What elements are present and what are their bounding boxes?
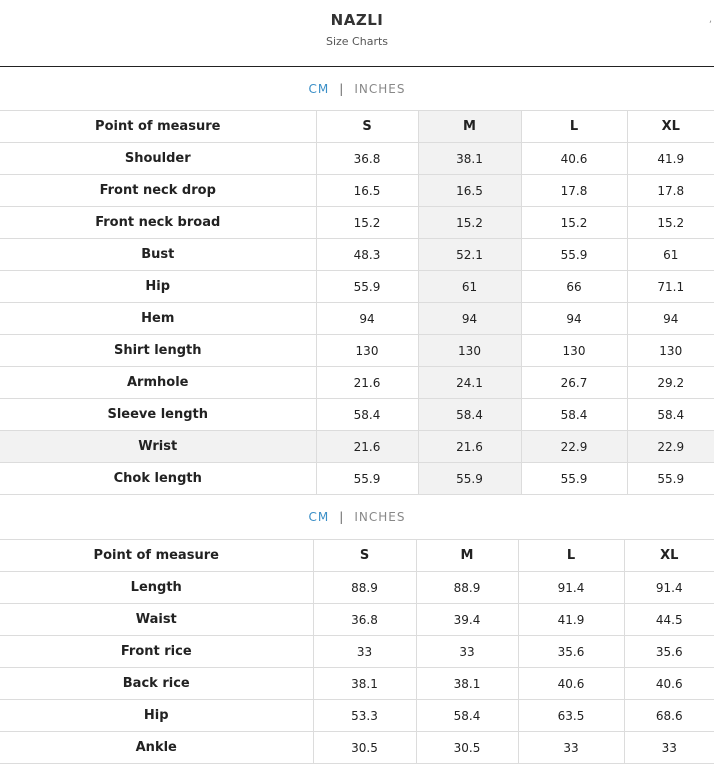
size-xl-value: 33 — [624, 732, 714, 764]
unit-cm-tab[interactable]: CM — [308, 81, 330, 96]
size-m-value: 88.9 — [416, 572, 518, 604]
table-row — [0, 399, 714, 431]
size-table-top — [0, 110, 714, 495]
header-point-of-measure: Point of measure — [0, 540, 313, 572]
size-s-value: 30.5 — [313, 732, 416, 764]
edge-mark: , — [708, 14, 712, 25]
table-row — [0, 732, 714, 764]
size-m-value: 55.9 — [418, 463, 521, 495]
size-l-value: 17.8 — [521, 175, 627, 207]
header-size-s: S — [313, 540, 416, 572]
size-l-value: 58.4 — [521, 399, 627, 431]
table-header-row — [0, 540, 714, 572]
size-s-value: 55.9 — [316, 271, 418, 303]
size-l-value: 63.5 — [518, 700, 624, 732]
measure-label: Front neck drop — [0, 175, 316, 207]
size-l-value: 26.7 — [521, 367, 627, 399]
size-m-value: 94 — [418, 303, 521, 335]
table-row — [0, 668, 714, 700]
size-xl-value: 94 — [627, 303, 714, 335]
size-l-value: 33 — [518, 732, 624, 764]
size-xl-value: 29.2 — [627, 367, 714, 399]
size-m-value: 58.4 — [416, 700, 518, 732]
size-s-value: 58.4 — [316, 399, 418, 431]
size-l-value: 55.9 — [521, 239, 627, 271]
size-l-value: 22.9 — [521, 431, 627, 463]
header-size-l: L — [521, 111, 627, 143]
measure-label: Armhole — [0, 367, 316, 399]
page-subtitle: Size Charts — [325, 35, 389, 48]
measure-label: Front neck broad — [0, 207, 316, 239]
header — [0, 0, 714, 67]
table-row — [0, 367, 714, 399]
size-l-value: 55.9 — [521, 463, 627, 495]
size-xl-value: 58.4 — [627, 399, 714, 431]
size-l-value: 35.6 — [518, 636, 624, 668]
size-m-value: 21.6 — [418, 431, 521, 463]
measure-label: Back rice — [0, 668, 313, 700]
header-point-of-measure: Point of measure — [0, 111, 316, 143]
unit-toggle — [0, 67, 714, 110]
unit-inches-tab[interactable]: INCHES — [354, 81, 406, 96]
measure-label: Length — [0, 572, 313, 604]
unit-inches-tab[interactable]: INCHES — [354, 510, 406, 524]
header-size-l: L — [518, 540, 624, 572]
size-s-value: 16.5 — [316, 175, 418, 207]
table-row — [0, 175, 714, 207]
size-m-value: 52.1 — [418, 239, 521, 271]
measure-label: Wrist — [0, 431, 316, 463]
size-s-value: 21.6 — [316, 431, 418, 463]
size-l-value: 15.2 — [521, 207, 627, 239]
header-size-xl: XL — [624, 540, 714, 572]
size-s-value: 130 — [316, 335, 418, 367]
size-xl-value: 55.9 — [627, 463, 714, 495]
size-m-value: 38.1 — [418, 143, 521, 175]
size-m-value: 130 — [418, 335, 521, 367]
size-s-value: 33 — [313, 636, 416, 668]
table-row — [0, 604, 714, 636]
header-size-xl: XL — [627, 111, 714, 143]
size-l-value: 91.4 — [518, 572, 624, 604]
table-row — [0, 143, 714, 175]
size-m-value: 24.1 — [418, 367, 521, 399]
measure-label: Hip — [0, 700, 313, 732]
table-row — [0, 463, 714, 495]
size-xl-value: 40.6 — [624, 668, 714, 700]
unit-toggle — [0, 495, 714, 539]
brand-title: NAZLI — [330, 11, 384, 29]
header-size-m: M — [418, 111, 521, 143]
unit-separator: | — [339, 81, 345, 96]
measure-label: Shoulder — [0, 143, 316, 175]
size-m-value: 16.5 — [418, 175, 521, 207]
size-m-value: 30.5 — [416, 732, 518, 764]
table-row — [0, 271, 714, 303]
size-xl-value: 17.8 — [627, 175, 714, 207]
measure-label: Shirt length — [0, 335, 316, 367]
table-row — [0, 700, 714, 732]
size-m-value: 39.4 — [416, 604, 518, 636]
measure-label: Waist — [0, 604, 313, 636]
size-l-value: 66 — [521, 271, 627, 303]
size-l-value: 130 — [521, 335, 627, 367]
size-s-value: 38.1 — [313, 668, 416, 700]
table-row — [0, 239, 714, 271]
size-s-value: 94 — [316, 303, 418, 335]
size-xl-value: 130 — [627, 335, 714, 367]
size-s-value: 15.2 — [316, 207, 418, 239]
size-m-value: 58.4 — [418, 399, 521, 431]
size-xl-value: 61 — [627, 239, 714, 271]
measure-label: Chok length — [0, 463, 316, 495]
size-table-bottom — [0, 539, 714, 764]
table-row — [0, 207, 714, 239]
table-row — [0, 572, 714, 604]
unit-separator: | — [339, 510, 345, 524]
size-s-value: 88.9 — [313, 572, 416, 604]
size-m-value: 38.1 — [416, 668, 518, 700]
size-xl-value: 41.9 — [627, 143, 714, 175]
table-row — [0, 636, 714, 668]
size-xl-value: 91.4 — [624, 572, 714, 604]
size-xl-value: 44.5 — [624, 604, 714, 636]
size-s-value: 55.9 — [316, 463, 418, 495]
size-l-value: 41.9 — [518, 604, 624, 636]
measure-label: Hip — [0, 271, 316, 303]
size-s-value: 48.3 — [316, 239, 418, 271]
size-s-value: 21.6 — [316, 367, 418, 399]
table-header-row — [0, 111, 714, 143]
measure-label: Bust — [0, 239, 316, 271]
size-m-value: 15.2 — [418, 207, 521, 239]
size-xl-value: 68.6 — [624, 700, 714, 732]
table-row — [0, 431, 714, 463]
size-s-value: 36.8 — [313, 604, 416, 636]
measure-label: Hem — [0, 303, 316, 335]
measure-label: Front rice — [0, 636, 313, 668]
size-s-value: 53.3 — [313, 700, 416, 732]
table-row — [0, 335, 714, 367]
size-s-value: 36.8 — [316, 143, 418, 175]
size-l-value: 40.6 — [518, 668, 624, 700]
table-row — [0, 303, 714, 335]
header-size-m: M — [416, 540, 518, 572]
unit-cm-tab[interactable]: CM — [308, 510, 330, 524]
header-size-s: S — [316, 111, 418, 143]
measure-label: Ankle — [0, 732, 313, 764]
size-xl-value: 35.6 — [624, 636, 714, 668]
size-l-value: 94 — [521, 303, 627, 335]
size-m-value: 33 — [416, 636, 518, 668]
measure-label: Sleeve length — [0, 399, 316, 431]
size-xl-value: 22.9 — [627, 431, 714, 463]
size-xl-value: 71.1 — [627, 271, 714, 303]
size-m-value: 61 — [418, 271, 521, 303]
size-l-value: 40.6 — [521, 143, 627, 175]
size-xl-value: 15.2 — [627, 207, 714, 239]
